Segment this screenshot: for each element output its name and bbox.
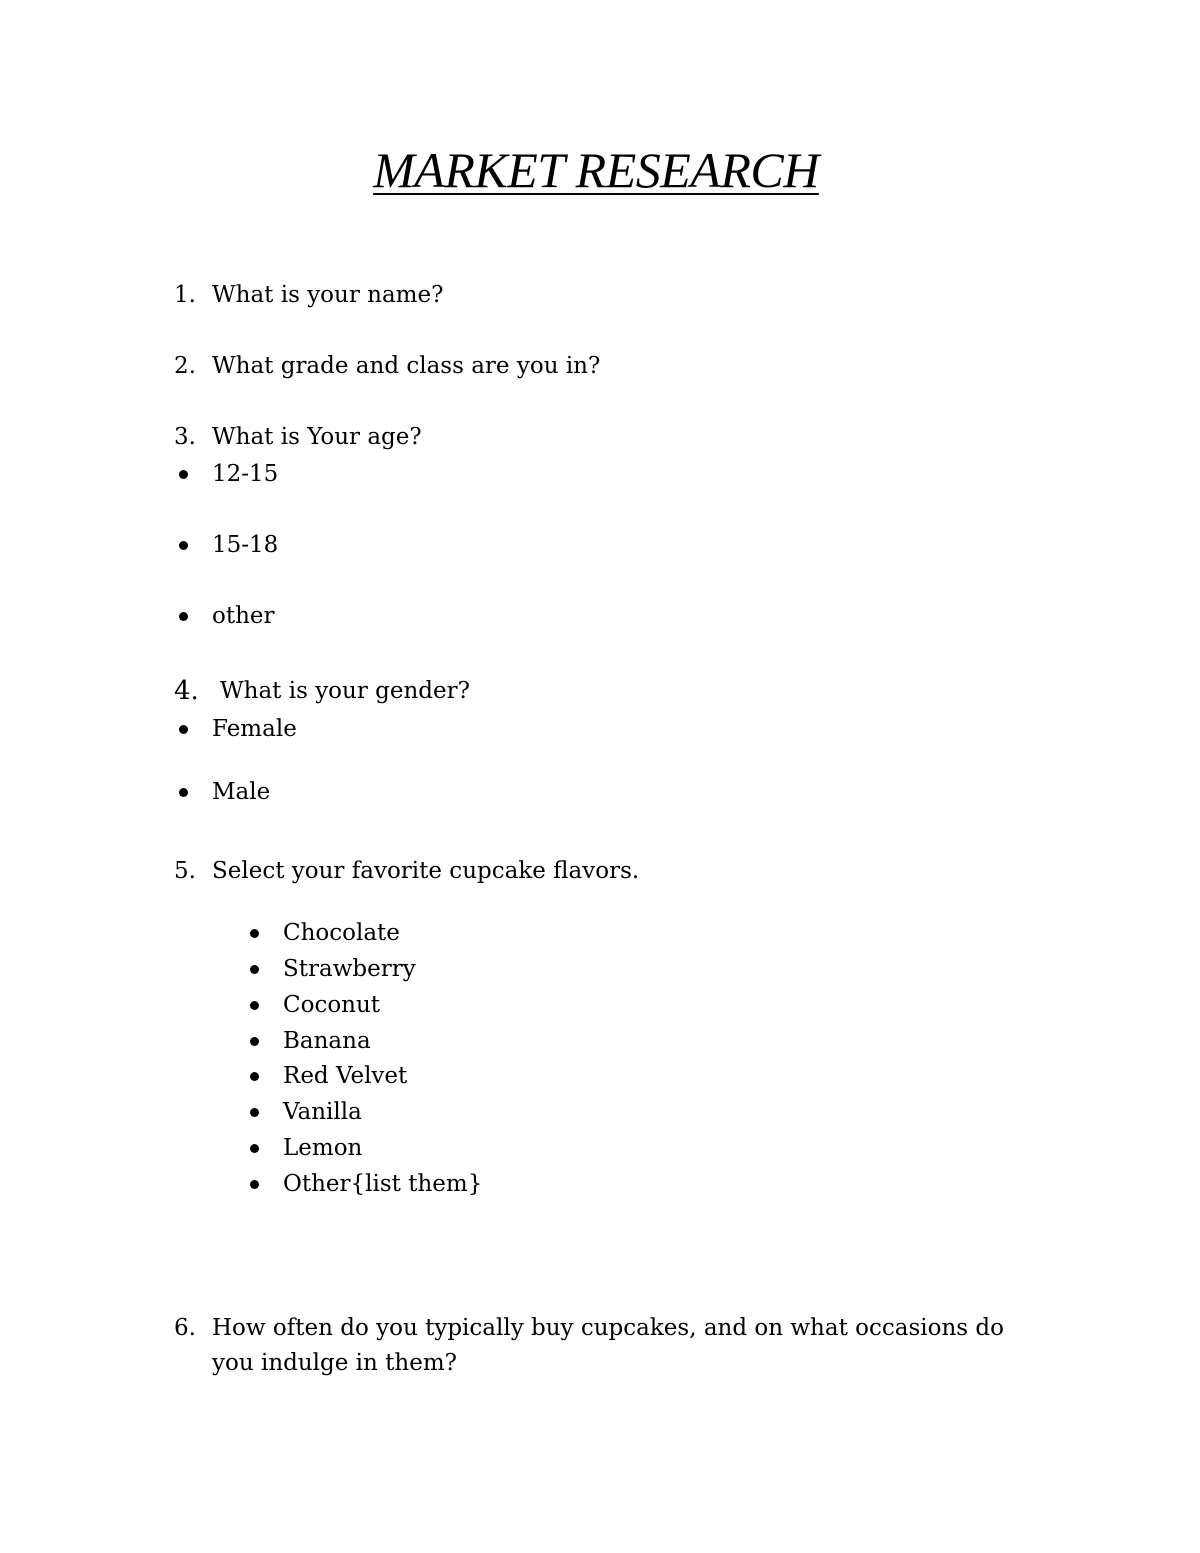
flavor-option: Strawberry xyxy=(283,956,416,982)
flavor-option: Chocolate xyxy=(283,920,400,946)
question-text: What is your name? xyxy=(212,282,444,308)
bullet-icon xyxy=(179,470,188,479)
page-title: MARKET RESEARCH xyxy=(373,142,819,198)
option-label: 12-15 xyxy=(212,461,279,487)
bullet-icon xyxy=(179,541,188,550)
question-text-continued: you indulge in them? xyxy=(212,1350,457,1376)
bullet-icon xyxy=(250,1037,259,1046)
bullet-icon xyxy=(250,1001,259,1010)
question-text: Select your favorite cupcake flavors. xyxy=(212,858,640,884)
flavor-option: Coconut xyxy=(283,992,381,1018)
bullet-icon xyxy=(250,929,259,938)
option-label: other xyxy=(212,603,275,629)
question-text: How often do you typically buy cupcakes, and on what occasions do xyxy=(212,1315,1004,1341)
flavor-option: Banana xyxy=(283,1028,371,1054)
bullet-icon xyxy=(250,965,259,974)
bullet-icon xyxy=(250,1180,259,1189)
bullet-icon xyxy=(250,1108,259,1117)
flavor-option: Red Velvet xyxy=(283,1063,408,1089)
option-label: Female xyxy=(212,716,297,742)
bullet-icon xyxy=(250,1072,259,1081)
question-number: 5. xyxy=(174,858,196,884)
question-text: What is your gender? xyxy=(220,678,470,704)
question-text: What grade and class are you in? xyxy=(212,353,601,379)
question-number: 6. xyxy=(174,1315,196,1341)
flavor-option: Lemon xyxy=(283,1135,363,1161)
flavor-option: Vanilla xyxy=(283,1099,362,1125)
option-label: Male xyxy=(212,779,271,805)
question-number: 4. xyxy=(174,676,199,706)
option-label: 15-18 xyxy=(212,532,279,558)
flavor-option: Other{list them} xyxy=(283,1171,483,1197)
question-text: What is Your age? xyxy=(212,424,422,450)
bullet-icon xyxy=(179,612,188,621)
bullet-icon xyxy=(179,788,188,797)
bullet-icon xyxy=(250,1144,259,1153)
question-number: 2. xyxy=(174,353,196,379)
bullet-icon xyxy=(179,725,188,734)
question-number: 3. xyxy=(174,424,196,450)
question-number: 1. xyxy=(174,282,196,308)
